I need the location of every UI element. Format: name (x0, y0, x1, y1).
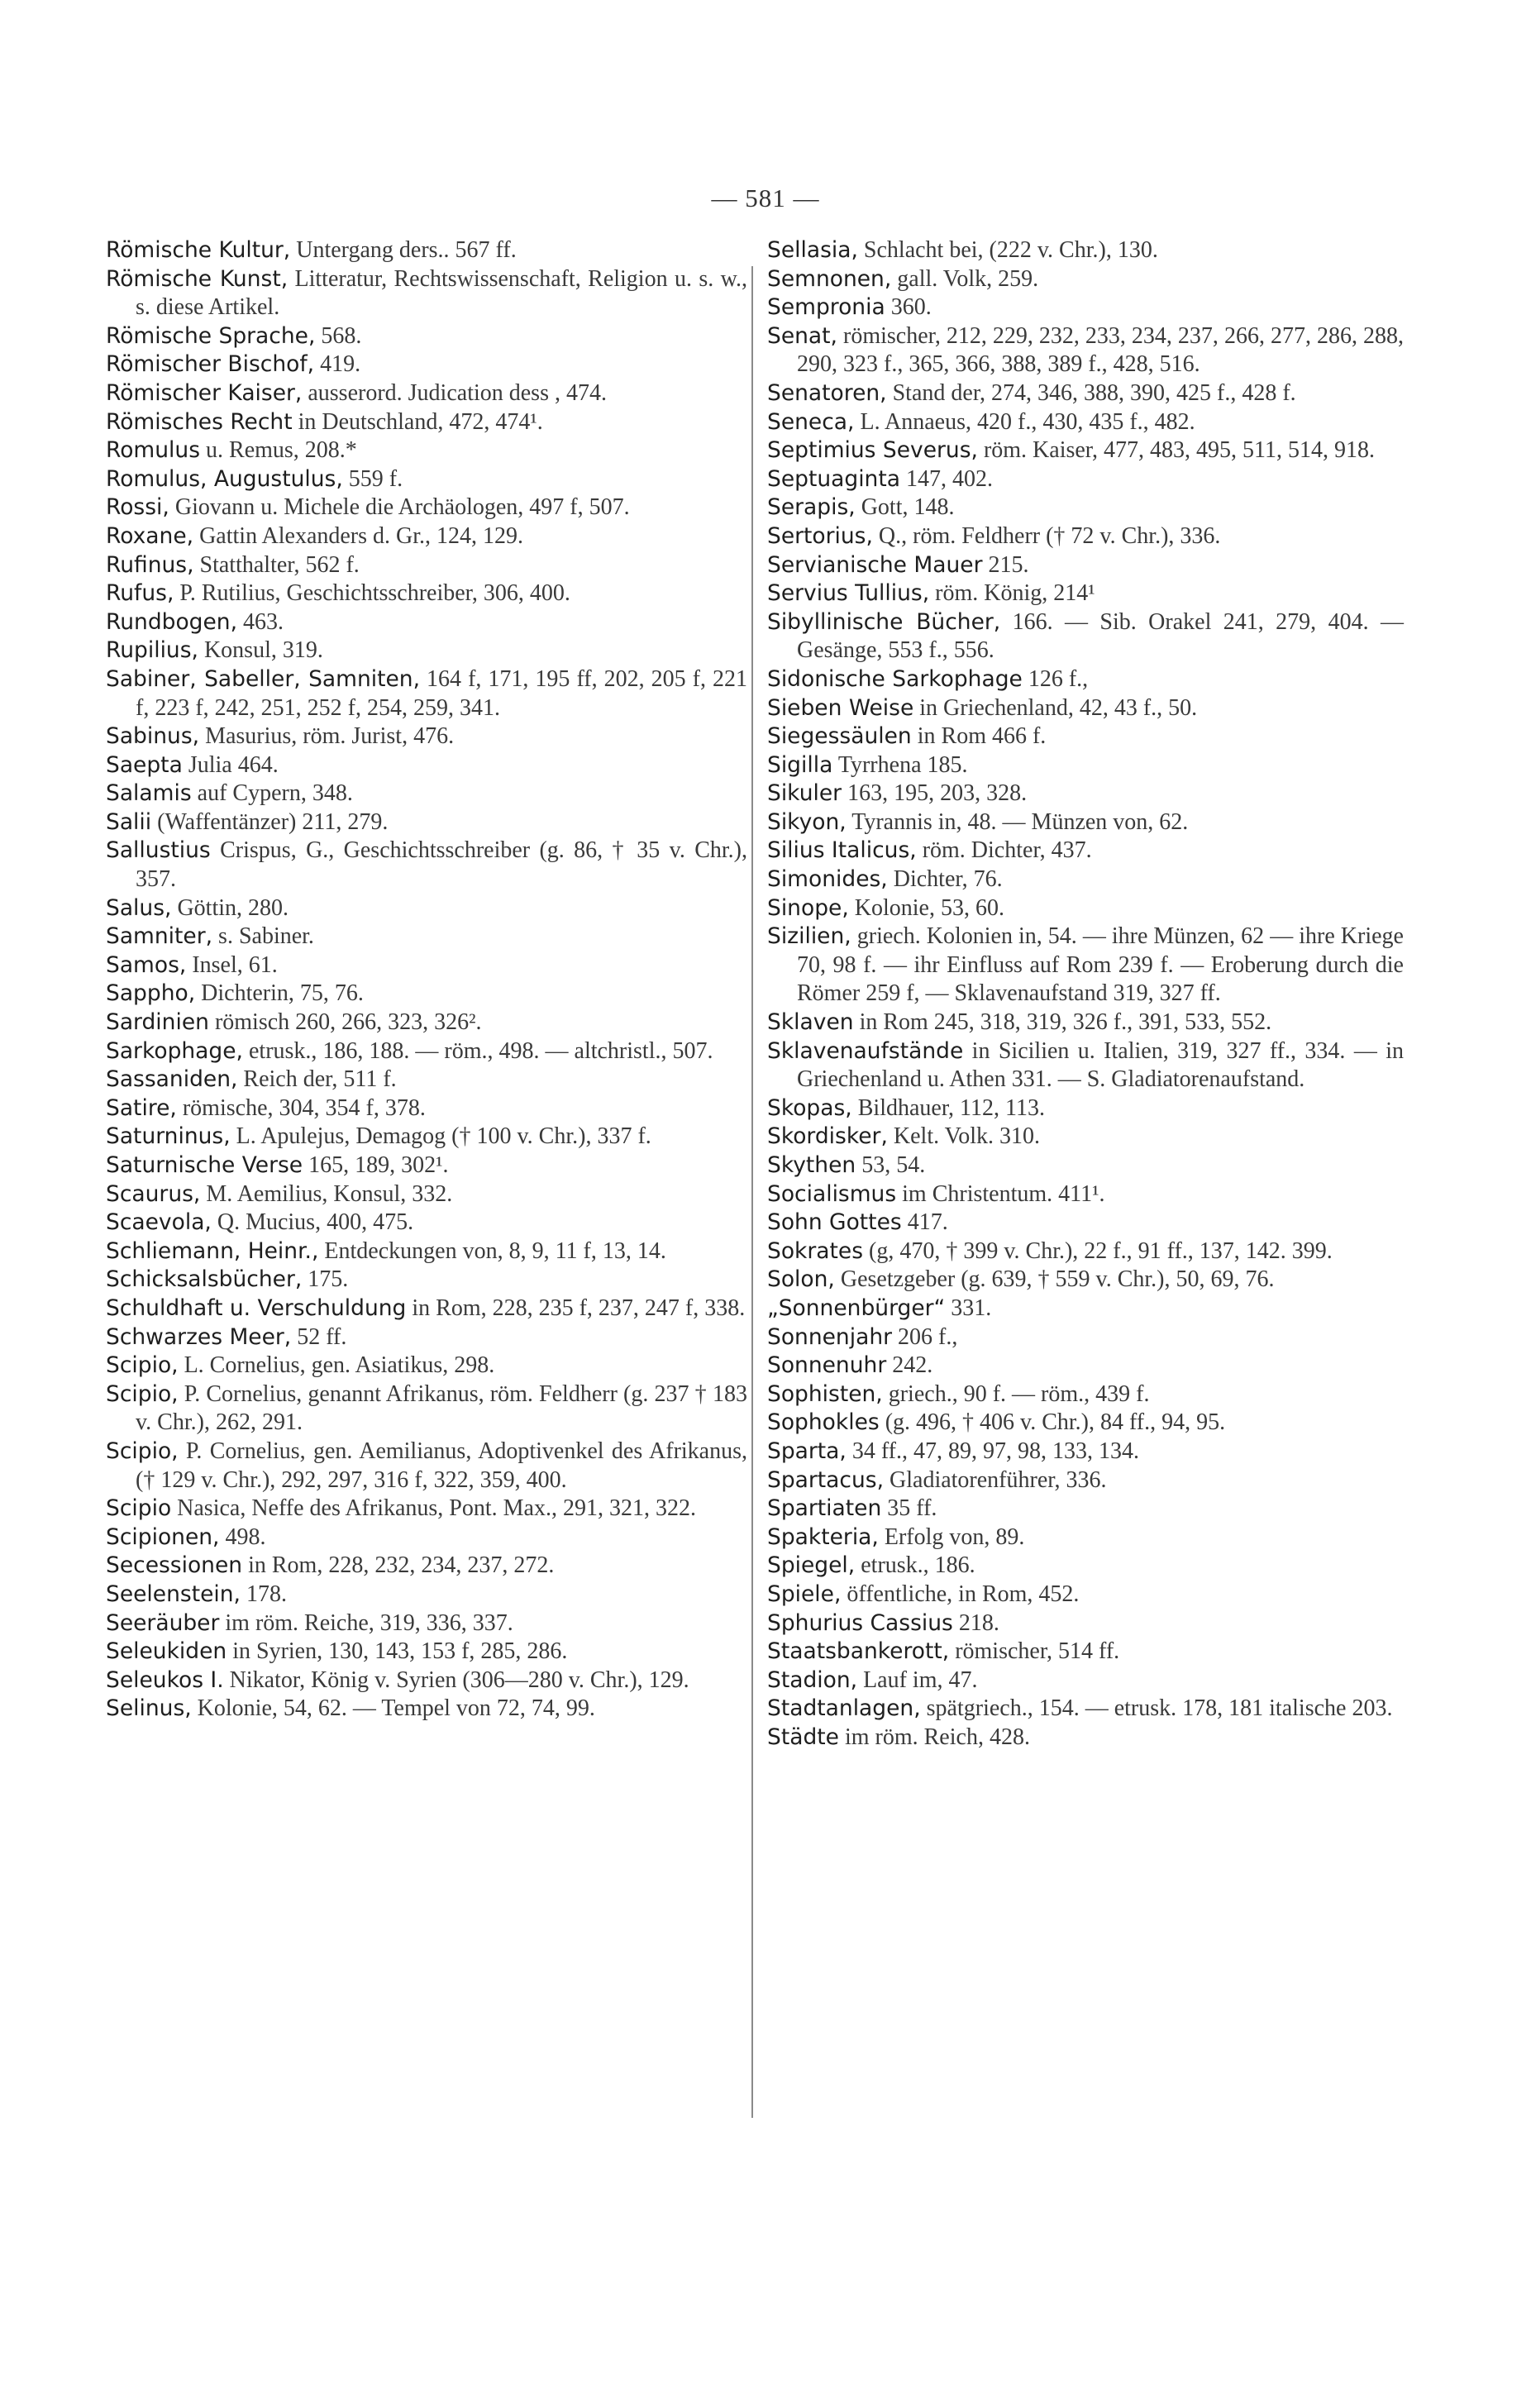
index-term: Rundbogen, (106, 608, 238, 635)
index-references: 166. — Sib. Orakel 241, 279, 404. — Gesänge, 553 f., 556. (797, 608, 1404, 664)
index-entry (106, 322, 747, 351)
index-references: etrusk., 186, 188. — röm., 498. — altchristl., 507. (242, 1037, 713, 1064)
index-entry (767, 1295, 1404, 1323)
index-references: auf Cypern, 348. (191, 780, 353, 807)
index-entry (767, 1266, 1404, 1295)
index-term: Sempronia (767, 294, 885, 321)
index-term: Sallustius (106, 837, 211, 864)
index-entry (106, 522, 747, 551)
index-term: Sikyon, (767, 808, 847, 835)
index-references: Nikator, König v. Syrien (306—280 v. Chr.), 129. (223, 1667, 689, 1693)
index-entry (767, 1123, 1404, 1152)
index-references: P. Cornelius, genannt Afrikanus, röm. Feldherr (g. 237 † 183 v. Chr.), 262, 291. (136, 1380, 747, 1436)
index-term: Skythen (767, 1152, 856, 1178)
index-entry (106, 494, 747, 522)
index-term: Samniter, (106, 923, 213, 950)
index-entry (767, 1609, 1404, 1638)
index-term: Staatsbankerott, (767, 1638, 950, 1665)
index-references: im röm. Reich, 428. (838, 1724, 1030, 1750)
index-term: Septimius Severus, (767, 437, 978, 464)
index-references: in Deutschland, 472, 474¹. (292, 408, 543, 435)
index-entry (767, 1466, 1404, 1495)
index-term: Römische Kultur, (106, 237, 291, 263)
index-references: römisch 260, 266, 323, 326². (208, 1009, 482, 1036)
index-term: Sokrates (767, 1237, 864, 1264)
index-term: Salamis (106, 780, 192, 807)
index-term: Roxane, (106, 522, 194, 549)
index-references: 126 f., (1022, 665, 1089, 692)
index-references: Gott, 148. (855, 494, 955, 521)
index-term: Romulus (106, 437, 201, 464)
index-entry (767, 1581, 1404, 1609)
index-references: ausserord. Judication dess , 474. (302, 379, 607, 406)
index-entry (767, 1237, 1404, 1266)
index-entry (767, 1695, 1404, 1724)
index-term: Seelenstein, (106, 1581, 241, 1607)
index-term: Saturnische Verse (106, 1152, 303, 1178)
index-references: Bildhauer, 112, 113. (851, 1094, 1045, 1121)
index-references: Nasica, Neffe des Afrikanus, Pont. Max., 291, 321, 322. (171, 1495, 696, 1522)
index-entry (106, 1667, 747, 1695)
index-term: Schwarzes Meer, (106, 1323, 292, 1350)
index-term: Scipio (106, 1495, 172, 1522)
index-entry (106, 1609, 747, 1638)
index-references: römischer, 514 ff. (949, 1638, 1120, 1665)
index-references: Schlacht bei, (222 v. Chr.), 130. (857, 237, 1158, 263)
index-entry (106, 1094, 747, 1123)
index-entry (767, 494, 1404, 522)
index-term: Sappho, (106, 980, 196, 1007)
index-entry (767, 722, 1404, 751)
index-entry (767, 522, 1404, 551)
index-references: in Rom 466 f. (911, 723, 1047, 750)
index-term: Schuldhaft u. Verschuldung (106, 1295, 407, 1321)
index-term: Sikuler (767, 780, 842, 807)
index-entry (106, 1380, 747, 1438)
index-entry (767, 1438, 1404, 1466)
index-references: (Waffentänzer) 211, 279. (151, 808, 389, 835)
index-term: Sparta, (767, 1438, 847, 1464)
index-entry (106, 1581, 747, 1609)
index-term: Seeräuber (106, 1609, 220, 1636)
index-entry (106, 551, 747, 580)
index-references: in Rom 245, 318, 319, 326 f., 391, 533, 552. (853, 1009, 1272, 1036)
index-term: Serapis, (767, 494, 856, 521)
index-entry (767, 265, 1404, 294)
index-entry (106, 436, 747, 465)
index-term: Sabinus, (106, 723, 200, 750)
index-references: s. Sabiner. (212, 923, 314, 950)
index-references: L. Annaeus, 420 f., 430, 435 f., 482. (854, 408, 1195, 435)
index-term: Römisches Recht (106, 408, 293, 435)
index-term: Scipionen, (106, 1523, 220, 1550)
index-references: Gladiatorenführer, 336. (884, 1466, 1107, 1493)
index-term: Spartiaten (767, 1495, 882, 1522)
index-term: Sieben Weise (767, 694, 914, 721)
index-references: 175. (302, 1266, 349, 1293)
index-term: Spiegel, (767, 1552, 856, 1579)
index-term: Schliemann, Heinr., (106, 1237, 319, 1264)
index-term: Septuaginta (767, 465, 900, 492)
index-term: Sellasia, (767, 237, 858, 263)
index-entry (106, 808, 747, 837)
index-references: Kelt. Volk. 310. (887, 1123, 1040, 1150)
index-references: Tyrannis in, 48. — Münzen von, 62. (846, 808, 1189, 835)
index-references: Entdeckungen von, 8, 9, 11 f, 13, 14. (318, 1237, 666, 1264)
index-term: Skordisker, (767, 1123, 888, 1150)
index-entry (106, 1237, 747, 1266)
index-term: Seleukiden (106, 1638, 227, 1665)
index-references: 568. (315, 322, 362, 349)
index-references: Kolonie, 54, 62. — Tempel von 72, 74, 99. (191, 1695, 595, 1722)
index-entry (767, 551, 1404, 580)
index-entry (106, 894, 747, 923)
index-term: Rufus, (106, 580, 174, 607)
index-references: 360. (885, 294, 932, 321)
index-term: Schicksalsbücher, (106, 1266, 303, 1293)
index-entry (767, 894, 1404, 923)
index-entry (106, 350, 747, 379)
index-term: Solon, (767, 1266, 835, 1293)
index-references: (g, 470, † 399 v. Chr.), 22 f., 91 ff., 137, 142. 399. (863, 1237, 1333, 1264)
index-references: Dichterin, 75, 76. (195, 980, 364, 1007)
index-references: Stand der, 274, 346, 388, 390, 425 f., 428 f. (886, 379, 1296, 406)
index-entry (767, 751, 1404, 780)
index-entry (767, 408, 1404, 437)
index-entry (106, 236, 747, 265)
index-term: Sklavenaufstände (767, 1037, 964, 1064)
index-references: 218. (952, 1609, 999, 1636)
index-entry (767, 293, 1404, 322)
index-references: 163, 195, 203, 328. (842, 780, 1028, 807)
index-entry (767, 1495, 1404, 1523)
index-term: Sigilla (767, 751, 833, 778)
index-entry (106, 923, 747, 951)
index-term: Sizilien, (767, 923, 851, 950)
index-references: 215. (982, 551, 1029, 578)
index-entry (106, 665, 747, 722)
index-entry (767, 1552, 1404, 1581)
index-entry (767, 1638, 1404, 1667)
index-term: Salii (106, 808, 152, 835)
index-term: Rossi, (106, 494, 169, 521)
index-references: M. Aemilius, Konsul, 332. (200, 1180, 453, 1207)
index-references: L. Cornelius, gen. Asiatikus, 298. (178, 1352, 495, 1379)
index-references: griech. Kolonien in, 54. — ihre Münzen, 62 — ihre Kriege 70, 98 f. — ihr Einfluss auf Rom 239 f. — Eroberung durch die Römer 259 f, — Sklavenaufstand 319, 327 ff. (797, 923, 1404, 1007)
index-entry (767, 1008, 1404, 1037)
index-term: Rufinus, (106, 551, 194, 578)
index-entry (767, 865, 1404, 894)
index-term: Rupilius, (106, 637, 198, 664)
index-entry (767, 1523, 1404, 1552)
index-term: Scaurus, (106, 1180, 201, 1207)
index-references: römischer, 212, 229, 232, 233, 234, 237, 266, 277, 286, 288, 290, 323 f., 365, 366, 388, 389 f., 428, 516. (797, 322, 1404, 378)
index-entry (767, 1180, 1404, 1209)
index-references: 147, 402. (899, 465, 993, 492)
index-term: Sibyllinische Bücher, (767, 608, 1001, 635)
index-entry (106, 1266, 747, 1295)
index-entry (106, 637, 747, 665)
index-term: Servianische Mauer (767, 551, 983, 578)
index-entry (767, 694, 1404, 723)
index-term: Scipio, (106, 1352, 179, 1379)
index-term: Saturninus, (106, 1123, 231, 1150)
index-references: 53, 54. (856, 1152, 926, 1178)
index-term: Sklaven (767, 1009, 854, 1036)
index-entry (767, 465, 1404, 494)
index-entry (767, 1409, 1404, 1438)
index-entry (767, 1352, 1404, 1380)
index-entry (106, 1495, 747, 1523)
index-references: spätgriech., 154. — etrusk. 178, 181 italische 203. (920, 1695, 1393, 1722)
index-references: 164 f, 171, 195 ff, 202, 205 f, 221 f, 223 f, 242, 251, 252 f, 254, 259, 341. (136, 665, 747, 721)
index-references: Litteratur, Rechtswissenschaft, Religion u. s. w., s. diese Artikel. (136, 265, 747, 321)
index-entry (106, 1152, 747, 1180)
index-entry (106, 1008, 747, 1037)
index-term: Sophokles (767, 1409, 880, 1436)
index-references: 178. (240, 1581, 287, 1607)
left-column (106, 236, 747, 1724)
index-entry (106, 951, 747, 980)
index-term: Stadtanlagen, (767, 1695, 921, 1722)
index-term: Sonnenuhr (767, 1352, 887, 1379)
index-entry (767, 236, 1404, 265)
index-entry (106, 751, 747, 780)
index-references: in Syrien, 130, 143, 153 f, 285, 286. (227, 1638, 568, 1665)
index-references: griech., 90 f. — röm., 439 f. (882, 1380, 1150, 1407)
index-term: Seneca, (767, 408, 855, 435)
index-references: 498. (219, 1523, 266, 1550)
index-references: in Sicilien u. Italien, 319, 327 ff., 334. — in Griechenland u. Athen 331. — S. Gladiatorenaufstand. (797, 1037, 1404, 1093)
index-references: röm. König, 214¹ (929, 580, 1095, 607)
index-entry (767, 1094, 1404, 1123)
index-term: Sphurius Cassius (767, 1609, 953, 1636)
index-term: Saepta (106, 751, 183, 778)
index-references: Julia 464. (182, 751, 279, 778)
index-entry (767, 923, 1404, 1008)
index-entry (767, 837, 1404, 865)
column-divider (751, 266, 753, 2118)
index-entry (106, 579, 747, 608)
index-entry (767, 579, 1404, 608)
index-entry (106, 780, 747, 808)
index-term: Römischer Bischof, (106, 351, 315, 378)
index-entry (106, 1295, 747, 1323)
index-entry (767, 1037, 1404, 1094)
index-references: 34 ff., 47, 89, 97, 98, 133, 134. (846, 1438, 1139, 1464)
index-entry (106, 1638, 747, 1667)
index-term: Sinope, (767, 894, 849, 921)
index-term: Scipio, (106, 1438, 179, 1464)
index-references: 559 f. (342, 465, 403, 492)
index-references: Kolonie, 53, 60. (848, 894, 1004, 921)
index-references: Untergang ders.. 567 ff. (290, 237, 517, 263)
index-references: Gattin Alexanders d. Gr., 124, 129. (193, 522, 524, 549)
index-references: in Griechenland, 42, 43 f., 50. (913, 694, 1198, 721)
index-term: Römische Sprache, (106, 322, 316, 349)
index-references: Masurius, röm. Jurist, 476. (199, 723, 455, 750)
index-term: Scaevola, (106, 1209, 212, 1236)
index-references: Giovann u. Michele die Archäologen, 497 f, 507. (169, 494, 630, 521)
index-entry (106, 1323, 747, 1352)
index-entry (106, 837, 747, 894)
index-term: Selinus, (106, 1695, 192, 1722)
index-references: Reich der, 511 f. (237, 1066, 397, 1093)
index-references: Statthalter, 562 f. (193, 551, 360, 578)
index-term: Skopas, (767, 1094, 852, 1121)
index-entry (106, 379, 747, 408)
index-term: Sidonische Sarkophage (767, 665, 1023, 692)
index-references: Dichter, 76. (887, 866, 1003, 893)
index-entry (106, 608, 747, 637)
index-references: P. Cornelius, gen. Aemilianus, Adoptivenkel des Afrikanus, († 129 v. Chr.), 292, 297, 316 f, 322, 359, 400. (136, 1438, 747, 1493)
index-entry (767, 1152, 1404, 1180)
index-term: Scipio, (106, 1380, 179, 1407)
index-references: 419. (314, 351, 361, 378)
index-entry (767, 436, 1404, 465)
index-entry (106, 408, 747, 437)
index-references: Göttin, 280. (171, 894, 289, 921)
index-entry (106, 1037, 747, 1066)
index-term: Sohn Gottes (767, 1209, 902, 1236)
index-references: 463. (237, 608, 284, 635)
index-term: Socialismus (767, 1180, 897, 1207)
index-references: u. Remus, 208.* (200, 437, 357, 464)
index-entry (767, 322, 1404, 379)
index-term: Sarkophage, (106, 1037, 243, 1064)
index-entry (767, 1323, 1404, 1352)
index-references: Tyrrhena 185. (832, 751, 968, 778)
right-column (767, 236, 1404, 1752)
index-entry (106, 1066, 747, 1094)
index-references: in Rom, 228, 235 f, 237, 247 f, 338. (406, 1295, 746, 1321)
index-references: L. Apulejus, Demagog († 100 v. Chr.), 337 f. (230, 1123, 651, 1150)
index-term: Spakteria, (767, 1523, 879, 1550)
index-references: röm. Dichter, 437. (916, 837, 1092, 864)
index-entry (767, 665, 1404, 694)
index-term: Städte (767, 1724, 839, 1750)
index-term: Spiele, (767, 1581, 842, 1607)
index-references: Crispus, G., Geschichtsschreiber (g. 86, † 35 v. Chr.), 357. (136, 837, 747, 893)
index-references: Gesetzgeber (g. 639, † 559 v. Chr.), 50, 69, 76. (834, 1266, 1275, 1293)
index-entry (767, 1209, 1404, 1237)
index-entry (106, 465, 747, 494)
index-term: Samos, (106, 951, 187, 978)
index-references: 52 ff. (291, 1323, 347, 1350)
index-term: Spartacus, (767, 1466, 885, 1493)
index-references: 35 ff. (881, 1495, 937, 1522)
index-references: 417. (901, 1209, 948, 1236)
index-entry (767, 808, 1404, 837)
index-references: öffentliche, in Rom, 452. (841, 1581, 1080, 1607)
index-entry (106, 1552, 747, 1581)
index-references: P. Rutilius, Geschichtsschreiber, 306, 400. (174, 580, 570, 607)
index-entry (106, 1352, 747, 1380)
index-term: Romulus, Augustulus, (106, 465, 343, 492)
index-references: Insel, 61. (186, 951, 278, 978)
index-term: Sertorius, (767, 522, 873, 549)
index-entry (106, 980, 747, 1008)
index-references: röm. Kaiser, 477, 483, 495, 511, 514, 918. (977, 437, 1375, 464)
index-term: Sabiner, Sabeller, Samniten, (106, 665, 421, 692)
index-entry (106, 1180, 747, 1209)
index-term: Satire, (106, 1094, 177, 1121)
index-entry (106, 1209, 747, 1237)
index-references: (g. 496, † 406 v. Chr.), 84 ff., 94, 95. (879, 1409, 1226, 1436)
index-entry (767, 1724, 1404, 1752)
index-references: Konsul, 319. (198, 637, 323, 664)
index-term: Sophisten, (767, 1380, 883, 1407)
index-entry (767, 608, 1404, 665)
index-term: Seleukos I. (106, 1667, 224, 1693)
index-term: Silius Italicus, (767, 837, 917, 864)
page-number: — 581 — (711, 184, 820, 212)
index-term: Sassaniden, (106, 1066, 238, 1093)
index-term: „Sonnenbürger“ (767, 1295, 946, 1321)
index-term: Römischer Kaiser, (106, 379, 303, 406)
index-references: Erfolg von, 89. (878, 1523, 1025, 1550)
index-term: Salus, (106, 894, 172, 921)
index-entry (767, 780, 1404, 808)
index-term: Senat, (767, 322, 837, 349)
index-entry (106, 265, 747, 322)
index-references: im Christentum. 411¹. (896, 1180, 1105, 1207)
index-references: etrusk., 186. (855, 1552, 975, 1579)
index-term: Senatoren, (767, 379, 887, 406)
index-references: in Rom, 228, 232, 234, 237, 272. (242, 1552, 555, 1579)
index-references: Lauf im, 47. (857, 1667, 978, 1693)
index-references: im röm. Reiche, 319, 336, 337. (219, 1609, 513, 1636)
index-entry (106, 1123, 747, 1152)
index-term: Servius Tullius, (767, 580, 930, 607)
index-references: 165, 189, 302¹. (303, 1152, 449, 1178)
index-term: Römische Kunst, (106, 265, 289, 292)
index-references: 242. (886, 1352, 933, 1379)
index-term: Sonnenjahr (767, 1323, 893, 1350)
index-references: Q. Mucius, 400, 475. (211, 1209, 414, 1236)
index-references: römische, 304, 354 f, 378. (176, 1094, 426, 1121)
index-entry (767, 1667, 1404, 1695)
index-references: 331. (945, 1295, 992, 1321)
index-term: Simonides, (767, 866, 888, 893)
index-term: Siegessäulen (767, 723, 912, 750)
index-term: Stadion, (767, 1667, 858, 1693)
index-term: Sardinien (106, 1009, 209, 1036)
index-entry (106, 722, 747, 751)
index-entry (106, 1438, 747, 1495)
index-entry (767, 379, 1404, 408)
index-term: Secessionen (106, 1552, 243, 1579)
index-entry (767, 1380, 1404, 1409)
index-term: Semnonen, (767, 265, 892, 292)
index-references: 206 f., (892, 1323, 958, 1350)
index-references: gall. Volk, 259. (891, 265, 1039, 292)
index-entry (106, 1523, 747, 1552)
index-references: Q., röm. Feldherr († 72 v. Chr.), 336. (872, 522, 1221, 549)
index-entry (106, 1695, 747, 1724)
